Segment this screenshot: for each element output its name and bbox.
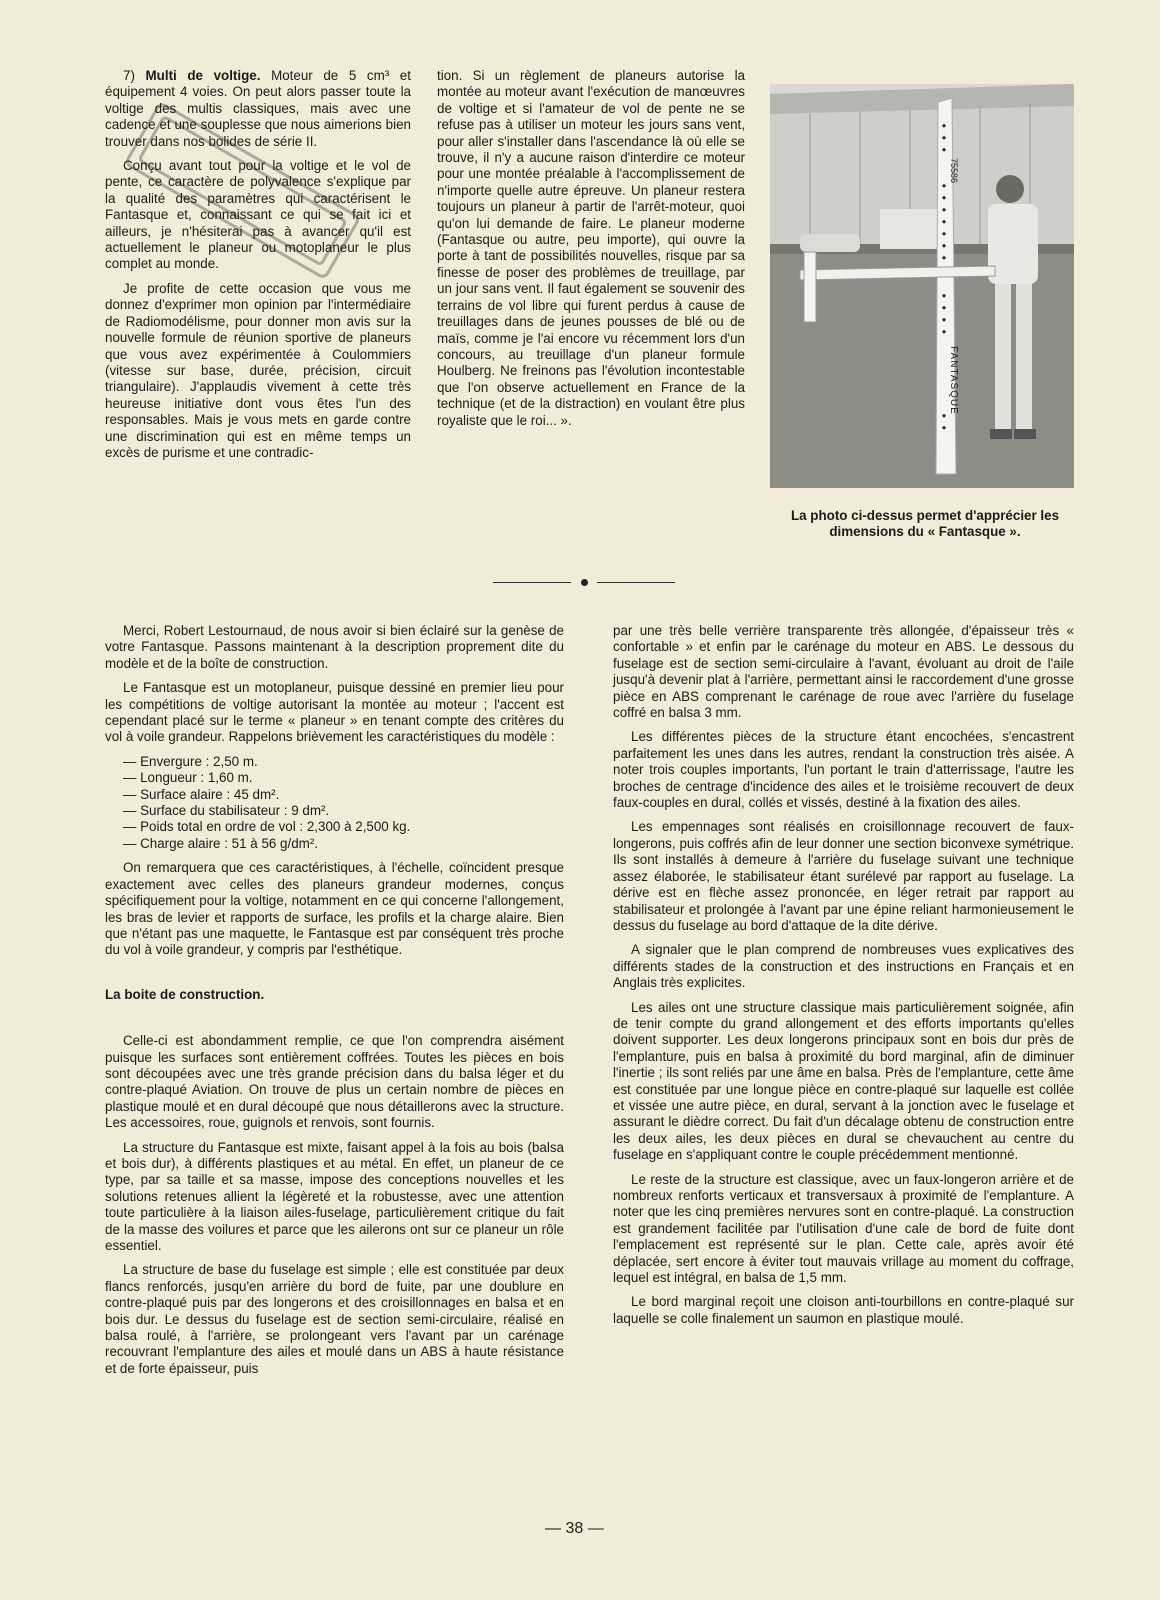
paragraph: Je profite de cette occasion que vous me donnez d'exprimer mon opinion par l'intermédiaire de Radiomodélisme, pour donner mon avis sur la nouvelle formule de réunion sportive de planeurs que vous avez expérimentée à Coulommiers (vitesse sur base, durée, précision, circuit triangulaire). J'applaudis vivement à cette très heureuse initiative dont vous êtes l'un des responsables. Mais je vous mets en garde contre une discrimination qui est en même temps un excès de purisme et une contradic- [105,280,411,460]
paragraph: On remarquera que ces caractéristiques, à l'échelle, coïncident presque exactement avec celles des planeurs grandeur modernes, conçus spécifiquement pour la voltige, notamment en ce qui concerne l'allongement, les bras de levier et rapports de surface, les profils et la charge alaire. Bien que n'étant pas une maquette, le Fantasque est par conséquent très proche du vol à voile grandeur, y compris par l'esthétique. [105,860,564,958]
spec-item: — Surface alaire : 45 dm². [123,786,280,802]
heading-multi-voltige: Multi de voltige. [145,68,261,83]
spec-item: — Charge alaire : 51 à 56 g/dm². [123,835,319,851]
photo-illustration [770,84,1074,488]
section-heading: La boite de construction. [105,986,265,1002]
top-column-1 [105,68,411,469]
paragraph: Les empennages sont réalisés en croisillonnage recouvert de faux-longerons, puis coffrés afin de leur donner une section biconvexe symétrique. Ils sont installés à demeure à l'arrière du fuselage suivant une technique assez élaborée, le stabilisateur étant surélevé par rapport au fuselage. La dérive est en flèche assez prononcée, en léger retrait par rapport au stabilisateur et prolongée à l'avant par une épine reliant harmonieusement le dessus du fuselage au bord d'attaque de la dite dérive. [613,819,1074,933]
paragraph: La structure de base du fuselage est simple ; elle est constituée par deux flancs renforcés, jusqu'en arrière du bord de fuite, par une doublure en contre-plaqué puis par des longerons et des croisillonnages en balsa et en bois dur. Le dessus du fuselage est de section semi-circulaire, réalisé en balsa roulé, à l'arrière, se prolongeant vers l'avant par un carénage recouvrant l'emplanture des ailes et moulé dans un ABS à haute résistance et de forte épaisseur, puis [105,1262,564,1376]
spec-item: — Envergure : 2,50 m. [123,753,258,769]
paragraph: Merci, Robert Lestournaud, de nous avoir si bien éclairé sur la genèse de votre Fantasque. Passons maintenant à la description proprement dite du modèle et de la boîte de construction. [105,623,564,671]
paragraph: Le reste de la structure est classique, avec un faux-longeron arrière et de nombreux renforts verticaux et transversaux à proximité de l'emplanture. A noter que les cinq premières nervures sont en contre-plaqué. La construction est grandement facilitée par l'utilisation d'une cale de bord de fuite dont l'emplacement est représenté sur le plan. Cette cale, après avoir été déplacée, sert encore à éviter tout mauvais vrillage au moment du coffrage, lequel est intégral, en balsa de 1,5 mm. [613,1171,1074,1286]
separator-line [597,582,675,583]
spec-item: — Surface du stabilisateur : 9 dm². [123,803,330,819]
paragraph: tion. Si un règlement de planeurs autorise la montée au moteur avant l'exécution de manœuvres de voltige et si l'amateur de vol de pente ne se refuse pas à utiliser un moteur les jours sans vent, pour aller s'installer dans l'ascendance là où elle se trouve, il n'y a aucune raison d'interdire ce moteur pour une montée préalable à l'accomplissement de n'importe quelle autre épreuve. Un planeur restera toujours un planeur à partir de l'arrêt-moteur, quoi qu'on lui demande de faire. Le planeur moderne (Fantasque ou autre, peu importe), qui ouvre la porte à tant de possibilités nouvelles, risque par sa finesse de poser des problèmes de treuillage, par un jour sans vent. Il faut également se souvenir des terrains de vol libre qui furent perdus à cause de treuillages dans de jeunes pousses de blé ou de maïs, comme je l'ai encore vu récemment lors d'un concours, au treuillage d'un planeur formule Houlberg. Ne freinons pas l'évolution incontestable que l'on observe actuellement en France de la technique (et de la distraction) en voulant être plus royaliste que le roi... ». [437,68,745,428]
page-number: — 38 — [545,1520,604,1537]
paragraph: A signaler que le plan comprend de nombreuses vues explicatives des différents stades de la construction et des instructions en Français et en Anglais très explicites. [613,942,1074,991]
wing-lettering: FANTASQUE [948,346,959,415]
photo-caption: La photo ci-dessus permet d'apprécier les dimensions du « Fantasque ». [790,508,1060,540]
wing-registration: 75586 [949,158,959,184]
paragraph: Le Fantasque est un motoplaneur, puisque dessiné en premier lieu pour les compétitions de voltige autorisant la montée au moteur ; l'accent est cependant placé sur le terme « planeur » en tenant compte des critères du vol à voile grandeur. Rappelons brièvement les caractéristiques du modèle : [105,680,564,745]
specs-list [123,754,564,852]
spec-item: — Poids total en ordre de vol : 2,300 à 2,500 kg. [123,819,411,835]
spec-item: — Longueur : 1,60 m. [123,770,253,786]
top-column-2 [437,68,745,437]
bottom-column-1 [105,623,564,1385]
paragraph: Les différentes pièces de la structure étant encochées, s'encastrent parfaitement les unes dans les autres, rendant la construction très aisée. A noter trois couples importants, l'un portant le train d'atterrissage, l'autre les broches de centrage d'incidence des ailes et le troisième recouvert de deux faux-couples en dural, collés et vissés, destiné à la fixation des ailes. [613,729,1074,811]
paragraph: Les ailes ont une structure classique mais particulièrement soignée, afin de tenir compte du grand allongement et des efforts importants qu'elles doivent supporter. Les deux longerons principaux sont en bois dur près de l'emplanture, puis en balsa à proximité du bord marginal, afin de diminuer l'inertie ; ils sont reliés par une âme en balsa. Près de l'emplanture, cette âme est constituée par une longue pièce en contre-plaqué sur laquelle est collée et vissée une autre pièce, en dural, servant à la jonction avec le fuselage et assurant le dièdre correct. Du fait d'un décalage obtenu de construction entre les deux ailes, les deux pièces en dural se chevauchent au centre du fuselage en s'appliquant contre le couple précédemment mentionné. [613,999,1074,1163]
separator-dot [581,579,588,586]
paragraph-multi-voltige: 7) Multi de voltige. Moteur de 5 cm³ et équipement 4 voies. On peut alors passer toute la voltige des multis classiques, mais avec une cadence et une souplesse que nous aimerions bien trouver dans nos bolides de série II. [105,68,411,149]
paragraph: La structure du Fantasque est mixte, faisant appel à la fois au bois (balsa et bois dur), à différents plastiques et au métal. En effet, un planeur de ce type, par sa taille et sa masse, impose des conceptions nouvelles et les solutions retenues allient la légèreté et la robustesse, avec une attention toute particulière à la liaison ailes-fuselage, particulièrement critique du fait de la masse des voilures et parce que les ailerons ont sur ce planeur un rôle essentiel. [105,1139,564,1253]
separator-line [493,582,571,583]
paragraph: Conçu avant tout pour la voltige et le vol de pente, ce caractère de polyvalence s'explique par la qualité des paramètres qui caractérisent le Fantasque et, connaissant ce qui se fait ici et ailleurs, je n'hésiterai pas à avancer qu'il est actuellement le planeur ou motoplaneur le plus complet au monde. [105,158,411,272]
paragraph: par une très belle verrière transparente très allongée, d'épaisseur très « confortable » et enfin par le carénage du moteur en ABS. Le dessous du fuselage est de section semi-circulaire à l'avant, évoluant au droit de l'aile jusqu'à devenir plat à l'arrière, permettant ainsi le raccordement d'une grosse pièce en ABS comprenant le carénage de roue avec l'arrière du fuselage coffré en balsa 3 mm. [613,623,1074,721]
paragraph: Celle-ci est abondamment remplie, ce que l'on comprendra aisément puisque les surfaces sont entièrement coffrées. Toutes les pièces en bois sont découpées avec une très grande précision dans du balsa léger et du contre-plaqué Aviation. On trouve de plus un certain nombre de pièces en plastique moulé et en dural découpé que nous détaillerons avec la structure. Les accessoires, roue, guignols et renvois, sont fournis. [105,1033,564,1131]
section-separator [493,577,677,589]
bottom-column-2 [613,623,1074,1335]
photo-fantasque-glider [770,84,1074,488]
paragraph: Le bord marginal reçoit une cloison anti-tourbillons en contre-plaqué sur laquelle se colle finalement un saumon en plastique moulé. [613,1294,1074,1326]
